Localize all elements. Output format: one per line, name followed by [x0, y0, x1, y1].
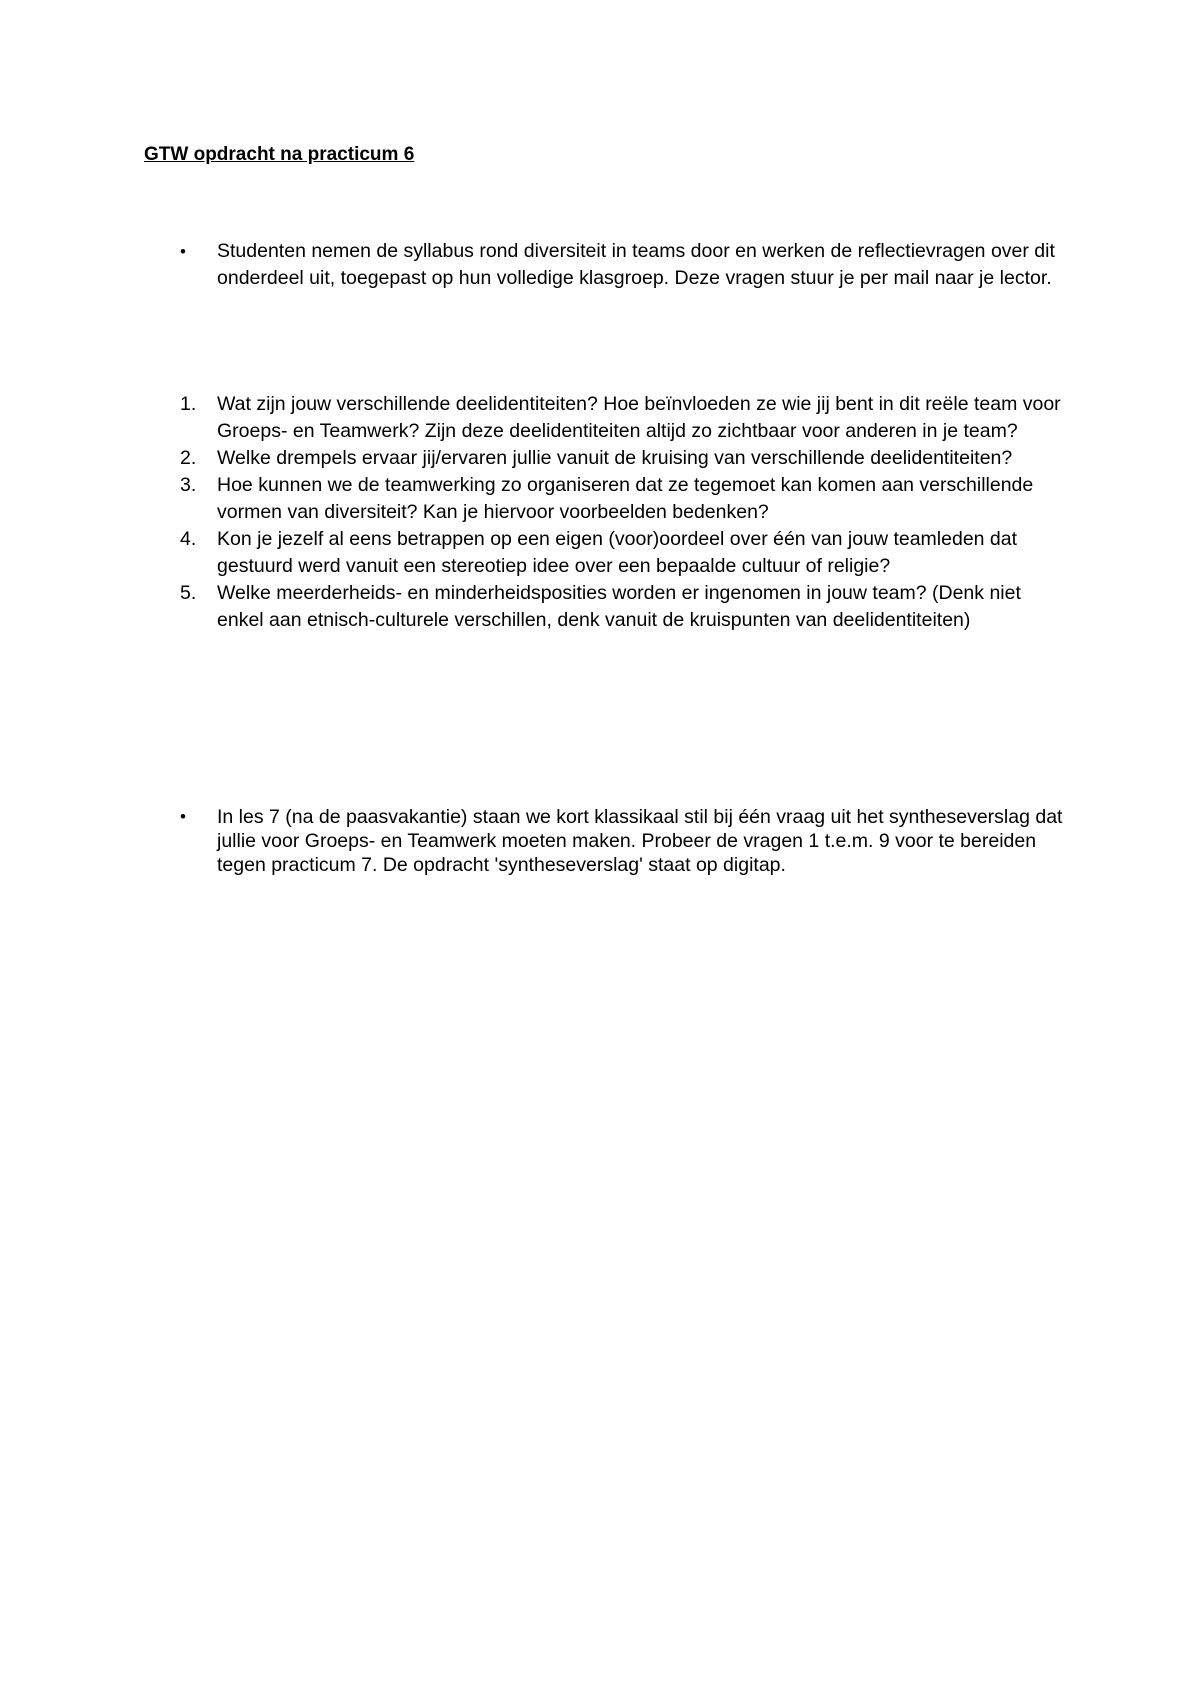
question-item	[180, 472, 1080, 526]
closing-bullet-list	[180, 805, 1080, 877]
intro-bullet-list	[180, 238, 1080, 292]
bullet-icon: •	[180, 807, 186, 826]
question-text: Hoe kunnen we de teamwerking zo organiseren dat ze tegemoet kan komen aan verschillende vormen van diversiteit? Kan je hiervoor voorbeelden bedenken?	[217, 474, 1034, 523]
question-text: Welke drempels ervaar jij/ervaren jullie vanuit de kruising van verschillende deelidentiteiten?	[217, 447, 1013, 469]
document-title: GTW opdracht na practicum 6	[144, 144, 415, 165]
question-number: 2.	[180, 447, 197, 469]
question-item	[180, 391, 1080, 445]
list-item	[180, 805, 1080, 877]
question-text: Kon je jezelf al eens betrappen op een eigen (voor)oordeel over één van jouw teamleden dat gestuurd werd vanuit een stereotiep idee over een bepaalde cultuur of religie?	[217, 528, 1018, 577]
question-item	[180, 580, 1080, 634]
list-item	[180, 238, 1080, 292]
question-text: Welke meerderheids- en minderheidsposities worden er ingenomen in jouw team? (Denk niet enkel aan etnisch-culturele verschillen, denk vanuit de kruispunten van deelidentiteiten)	[217, 582, 1021, 631]
intro-bullet-text: Studenten nemen de syllabus rond diversiteit in teams door en werken de reflectievragen over dit onderdeel uit, toegepast op hun volledige klasgroep. Deze vragen stuur je per mail naar je lector.	[217, 240, 1055, 289]
question-number: 3.	[180, 474, 197, 496]
question-text: Wat zijn jouw verschillende deelidentiteiten? Hoe beïnvloeden ze wie jij bent in dit reële team voor Groeps- en Teamwerk? Zijn deze deelidentiteiten altijd zo zichtbaar voor anderen in je team?	[217, 393, 1061, 442]
reflection-questions-list	[180, 391, 1080, 634]
question-number: 1.	[180, 393, 197, 415]
question-item	[180, 526, 1080, 580]
question-number: 5.	[180, 582, 197, 604]
bullet-icon: •	[180, 242, 186, 261]
question-number: 4.	[180, 528, 197, 550]
question-item	[180, 445, 1080, 472]
closing-bullet-text: In les 7 (na de paasvakantie) staan we kort klassikaal stil bij één vraag uit het syntheseverslag dat jullie voor Groeps- en Teamwerk moeten maken. Probeer de vragen 1 t.e.m. 9 voor te bereiden tegen practicum 7. De opdracht 'syntheseverslag' staat op digitap.	[217, 806, 1063, 876]
